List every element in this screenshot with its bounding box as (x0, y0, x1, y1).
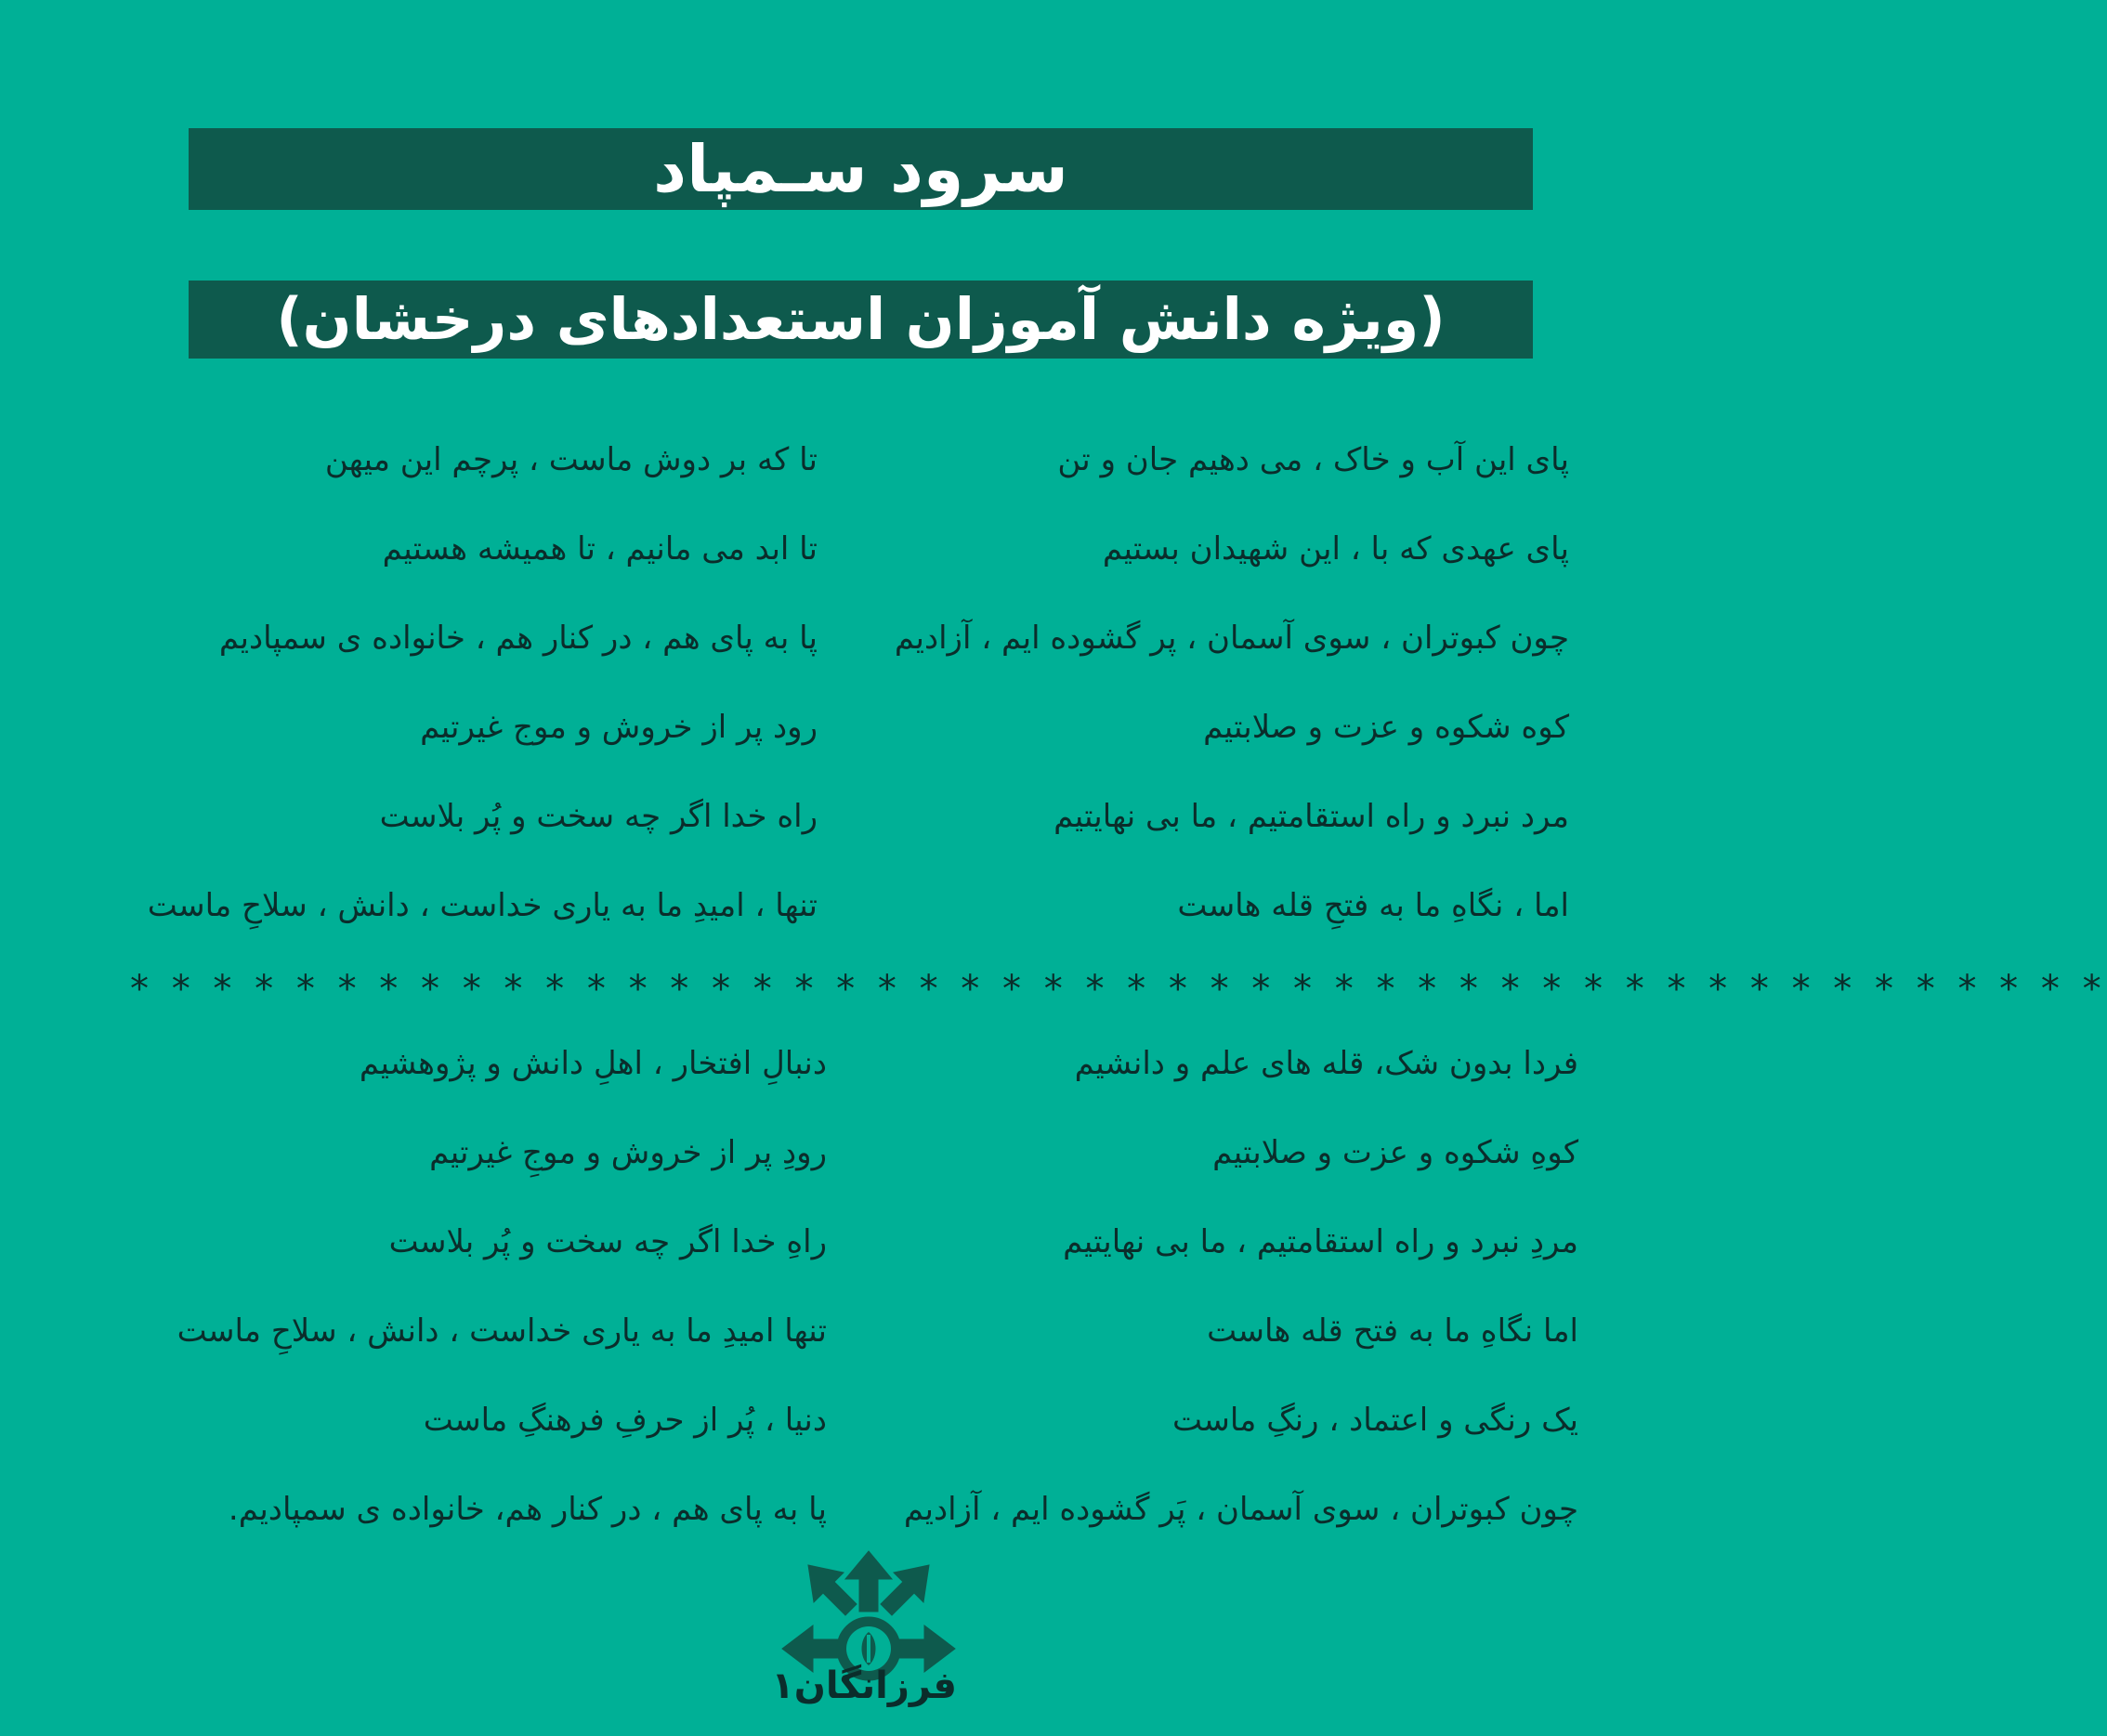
lyric-line-right: کوه شکوه و عزت و صلابتیم (1203, 709, 1569, 746)
lyric-line-right: اما نگاهِ ما به فتح قله هاست (1207, 1312, 1578, 1350)
lyric-line-left: دنبالِ افتخار ، اهلِ دانش و پژوهشیم (359, 1045, 827, 1082)
page-title: سرود سـمپاد (189, 128, 1533, 210)
lyric-line-right: اما ، نگاهِ ما به فتحِ قله هاست (1177, 887, 1569, 924)
lyric-line-right: یک رنگی و اعتماد ، رنگِ ماست (1171, 1402, 1578, 1439)
lyric-line-left: تنها ، امیدِ ما به یاری خداست ، دانش ، سلاحِ ماست (147, 887, 818, 924)
page-subtitle: (ویژه دانش آموزان استعدادهای درخشان) (189, 281, 1533, 359)
lyric-line-left: راهِ خدا اگر چه سخت و پُر بلاست (388, 1223, 827, 1260)
lyric-line-left: تنها امیدِ ما به یاری خداست ، دانش ، سلاحِ ماست (177, 1312, 827, 1350)
lyric-line-left: رود پر از خروش و موج غیرتیم (420, 709, 818, 746)
lyric-line-right: کوهِ شکوه و عزت و صلابتیم (1212, 1134, 1578, 1171)
lyric-line-right: چون کبوتران ، سوی آسمان ، پر گشوده ایم ، آزادیم (894, 620, 1569, 657)
lyric-line-left: راه خدا اگر چه سخت و پُر بلاست (379, 798, 818, 835)
lyric-line-right: پای عهدی که با ، این شهیدان بستیم (1102, 530, 1569, 568)
lyric-line-right: پای این آب و خاک ، می دهیم جان و تن (1057, 441, 1569, 478)
lyric-line-left: تا که بر دوش ماست ، پرچم این میهن (324, 441, 818, 478)
lyric-line-left: رودِ پر از خروش و موجِ غیرتیم (429, 1134, 827, 1171)
lyric-line-left: پا به پای هم ، در کنار هم، خانواده ی سمپادیم. (228, 1491, 827, 1528)
lyric-line-right: فردا بدون شک، قله های علم و دانشیم (1074, 1045, 1578, 1082)
lyric-line-right: مرد نبرد و راه استقامتیم ، ما بی نهایتیم (1054, 798, 1569, 835)
lyric-line-right: مردِ نبرد و راه استقامتیم ، ما بی نهایتیم (1063, 1223, 1578, 1260)
logo-wordmark: فرزانگان۱ (771, 1664, 957, 1707)
lyric-line-left: تا ابد می مانیم ، تا همیشه هستیم (382, 530, 818, 568)
lyric-line-left: پا به پای هم ، در کنار هم ، خانواده ی سمپادیم (218, 620, 818, 657)
lyric-line-right: چون کبوتران ، سوی آسمان ، پَر گشوده ایم ، آزادیم (903, 1491, 1578, 1528)
lyric-line-left: دنیا ، پُر از حرفِ فرهنگِ ماست (423, 1402, 827, 1439)
separator: * * * * * * * * * * * * * * * * * * * * * * * * * * * * * * * * * * * * * * * * * * * * * * * * (130, 968, 2107, 1011)
